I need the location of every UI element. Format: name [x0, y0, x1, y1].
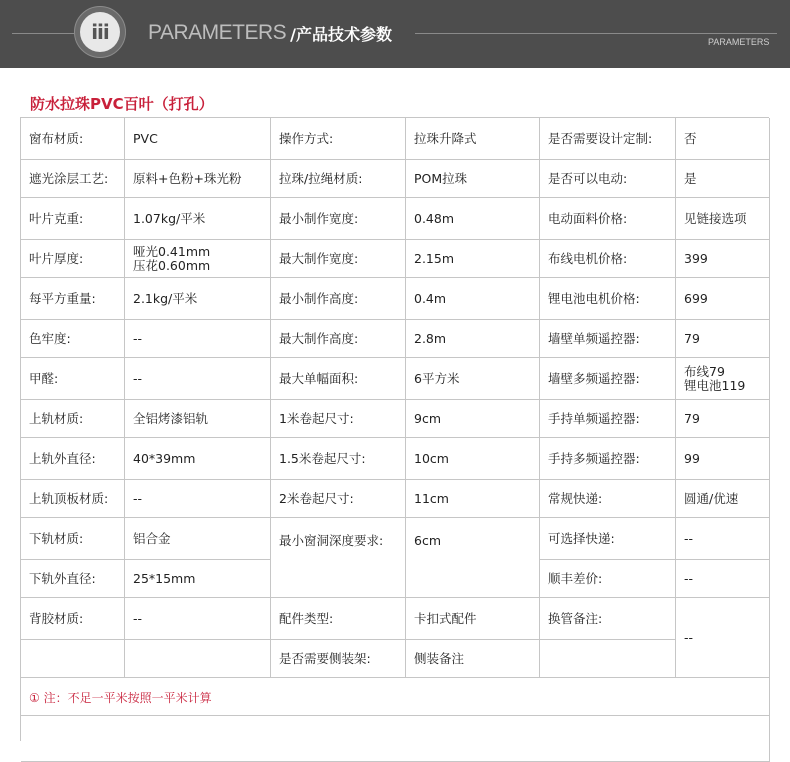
table-cell-value: 6平方米	[406, 358, 540, 400]
table-cell-label: 换管备注:	[540, 598, 676, 640]
table-cell-label: 拉珠/拉绳材质:	[271, 160, 406, 198]
table-cell-label: 手持多频遥控器:	[540, 438, 676, 480]
table-cell-value: 399	[676, 240, 770, 278]
table-cell-label: 遮光涂层工艺:	[21, 160, 125, 198]
table-cell-value: --	[125, 598, 271, 640]
value-line: 布线79	[684, 364, 725, 380]
table-cell-value: 40*39mm	[125, 438, 271, 480]
table-cell-label: 1.5米卷起尺寸:	[271, 438, 406, 480]
table-cell-value: 是	[676, 160, 770, 198]
table-cell-value: 2.15m	[406, 240, 540, 278]
table-cell-label: 下轨材质:	[21, 518, 125, 560]
two-line-value	[133, 245, 210, 271]
header-small-label: PARAMETERS	[708, 37, 770, 47]
table-cell-label: 是否可以电动:	[540, 160, 676, 198]
section-number-badge: iii	[80, 12, 120, 52]
table-cell-value: --	[125, 320, 271, 358]
table-cell-value: 0.4m	[406, 278, 540, 320]
table-cell-label: 上轨外直径:	[21, 438, 125, 480]
table-cell-value: 0.48m	[406, 198, 540, 240]
table-cell-label: 最大制作宽度:	[271, 240, 406, 278]
table-cell-value	[125, 240, 271, 278]
table-cell-value: --	[125, 480, 271, 518]
table-bottom-blank	[21, 716, 770, 762]
table-cell-label: 上轨材质:	[21, 400, 125, 438]
table-cell-value: 圆通/优速	[676, 480, 770, 518]
table-cell-value: 99	[676, 438, 770, 480]
table-cell-label: 常规快递:	[540, 480, 676, 518]
table-cell-value: 2.8m	[406, 320, 540, 358]
value-line: 压花0.60mm	[133, 257, 211, 273]
two-line-value	[684, 365, 745, 391]
parameter-table	[20, 117, 769, 741]
table-cell-value: 11cm	[406, 480, 540, 518]
table-cell-value: 拉珠升降式	[406, 118, 540, 160]
table-cell-value: 见链接选项	[676, 198, 770, 240]
table-cell-value: 9cm	[406, 400, 540, 438]
footnote: ① 注：不足一平米按照一平米计算	[21, 678, 770, 716]
table-cell-value: --	[676, 518, 770, 560]
table-cell-value: 699	[676, 278, 770, 320]
table-cell-label: 叶片厚度:	[21, 240, 125, 278]
table-cell-label: 色牢度:	[21, 320, 125, 358]
table-cell-value: 6cm	[406, 518, 540, 598]
table-cell-empty	[21, 640, 125, 678]
table-cell-label: 1米卷起尺寸:	[271, 400, 406, 438]
table-cell-label: 窗布材质:	[21, 118, 125, 160]
table-cell-label: 最大单幅面积:	[271, 358, 406, 400]
table-cell-value: 79	[676, 400, 770, 438]
header-title-cn: /产品技术参数	[290, 24, 392, 44]
page-header	[0, 0, 790, 68]
table-cell-value: 2.1kg/平米	[125, 278, 271, 320]
table-cell-label: 最小窗洞深度要求:	[271, 518, 406, 598]
table-cell-label: 最大制作高度:	[271, 320, 406, 358]
table-cell-value: 否	[676, 118, 770, 160]
table-cell-label: 甲醛:	[21, 358, 125, 400]
header-title-en: PARAMETERS	[148, 21, 287, 44]
table-cell-label: 布线电机价格:	[540, 240, 676, 278]
value-line: 锂电池119	[684, 377, 746, 393]
table-cell-value: 79	[676, 320, 770, 358]
table-cell-value: --	[676, 560, 770, 598]
table-cell-label: 墙壁多频遥控器:	[540, 358, 676, 400]
table-cell-value: PVC	[125, 118, 271, 160]
table-cell-label: 是否需要设计定制:	[540, 118, 676, 160]
table-cell-label: 电动面料价格:	[540, 198, 676, 240]
product-title: 防水拉珠PVC百叶（打孔）	[30, 95, 214, 113]
table-cell-label: 手持单频遥控器:	[540, 400, 676, 438]
header-title	[148, 20, 392, 46]
table-cell-label: 操作方式:	[271, 118, 406, 160]
table-cell-value: 原料+色粉+珠光粉	[125, 160, 271, 198]
table-cell-label: 锂电池电机价格:	[540, 278, 676, 320]
table-cell-label: 最小制作高度:	[271, 278, 406, 320]
table-cell-label: 配件类型:	[271, 598, 406, 640]
table-cell-label: 背胶材质:	[21, 598, 125, 640]
table-cell-empty	[125, 640, 271, 678]
table-cell-label: 顺丰差价:	[540, 560, 676, 598]
table-cell-label: 可选择快递:	[540, 518, 676, 560]
header-divider-left	[12, 33, 74, 34]
table-cell-label: 墙壁单频遥控器:	[540, 320, 676, 358]
table-cell-label: 2米卷起尺寸:	[271, 480, 406, 518]
header-divider-right	[415, 33, 777, 34]
table-cell-value: 1.07kg/平米	[125, 198, 271, 240]
table-cell-label: 是否需要侧装架:	[271, 640, 406, 678]
table-cell-value: 侧装备注	[406, 640, 540, 678]
table-cell-empty	[540, 640, 676, 678]
table-cell-label: 每平方重量:	[21, 278, 125, 320]
value-line: 哑光0.41mm	[133, 244, 211, 260]
table-cell-value: 25*15mm	[125, 560, 271, 598]
table-cell-label: 叶片克重:	[21, 198, 125, 240]
table-cell-label: 上轨顶板材质:	[21, 480, 125, 518]
table-cell-value: 铝合金	[125, 518, 271, 560]
table-cell-label: 最小制作宽度:	[271, 198, 406, 240]
table-cell-value: 10cm	[406, 438, 540, 480]
table-cell-value: 卡扣式配件	[406, 598, 540, 640]
table-cell-value: --	[125, 358, 271, 400]
table-cell-value: POM拉珠	[406, 160, 540, 198]
table-cell-value: --	[676, 598, 770, 678]
table-cell-label: 下轨外直径:	[21, 560, 125, 598]
table-cell-value: 全铝烤漆铝轨	[125, 400, 271, 438]
table-cell-value	[676, 358, 770, 400]
